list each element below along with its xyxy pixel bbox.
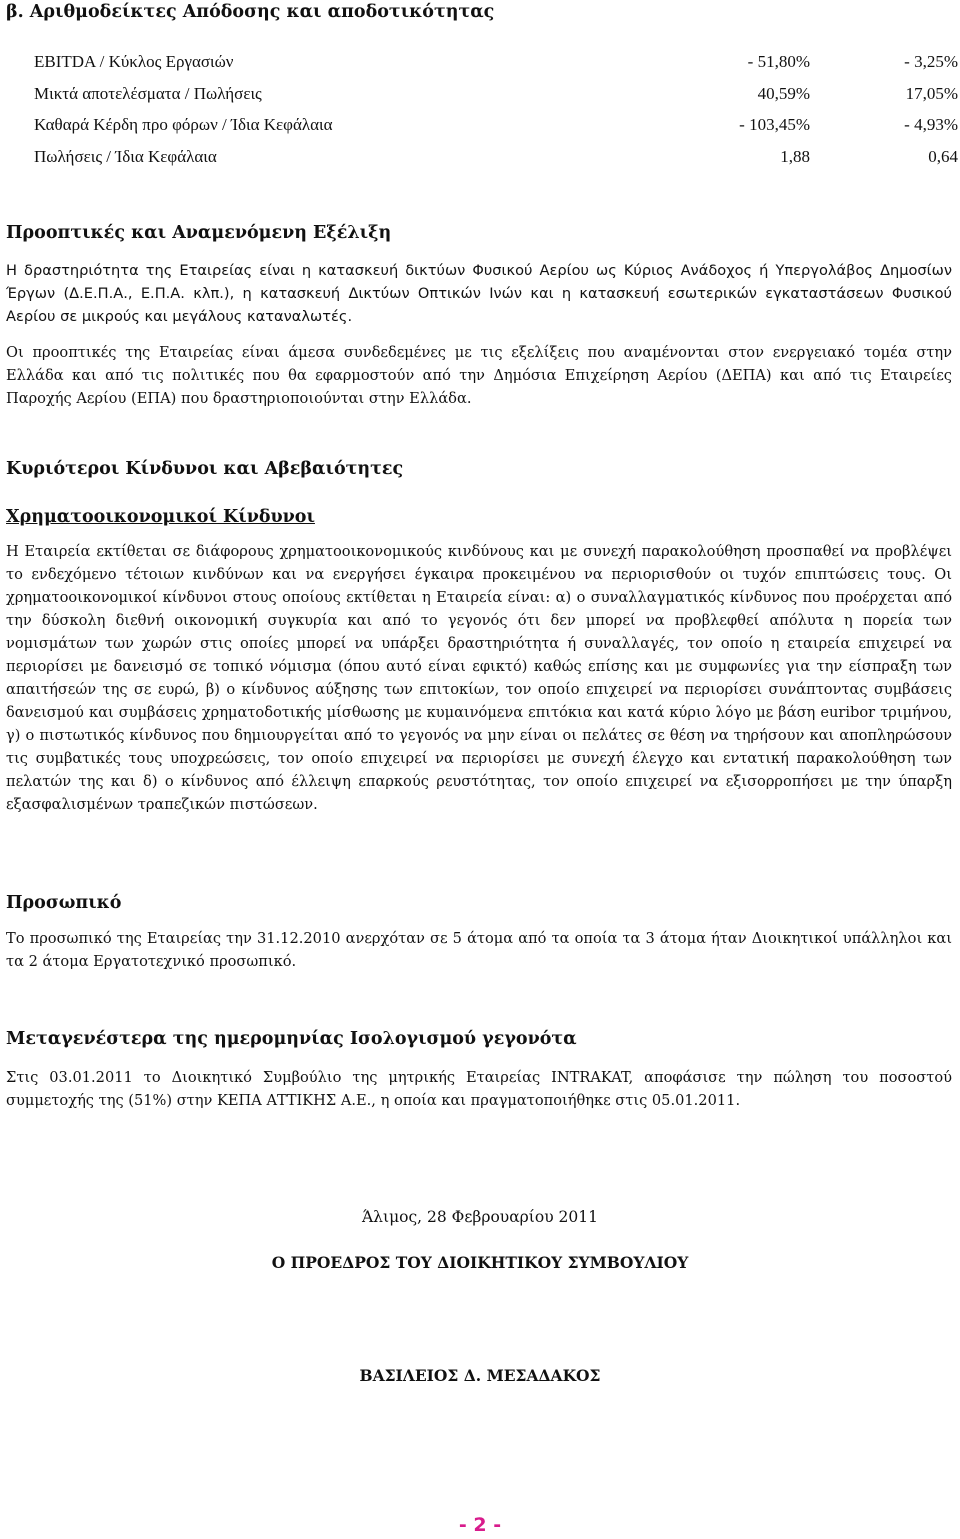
events-title: Μεταγενέστερα της ημερομηνίας Ισολογισμού γεγονότα — [6, 1029, 577, 1049]
ratios-title: β. Αριθμοδείκτες Απόδοσης και αποδοτικότητας — [6, 2, 495, 22]
staff-title: Προσωπικό — [6, 893, 122, 913]
ratio-value-previous: 17,05% — [905, 84, 958, 103]
signatory-name: ΒΑΣΙΛΕΙΟΣ Δ. ΜΕΣΑΔΑΚΟΣ — [359, 1366, 601, 1385]
ratio-value-current: 1,88 — [780, 147, 810, 166]
events-paragraph: Στις 03.01.2011 το Διοικητικό Συμβούλιο της μητρικής Εταιρείας INTRAKAT, αποφάσισε την πώληση του ποσοστού συμμετοχής της (51%) στην ΚΕΠΑ ΑΤΤΙΚΗΣ Α.Ε., η οποία και πραγματοποιήθηκε στις 05.01.2011. — [6, 1069, 952, 1109]
ratio-label: Πωλήσεις / Ίδια Κεφάλαια — [34, 147, 217, 166]
ratio-row — [34, 84, 958, 106]
place-date: Άλιμος, 28 Φεβρουαρίου 2011 — [361, 1208, 599, 1226]
ratio-label: EBITDA / Κύκλος Εργασιών — [34, 52, 234, 71]
outlook-paragraph: Οι προοπτικές της Εταιρείας είναι άμεσα συνδεδεμένες με τις εξελίξεις που αναμένονται στον ενεργειακό τομέα στην Ελλάδα και από τις πολιτικές που θα εφαρμοστούν από την Δημόσια Επιχείρηση Αερίου (ΔΕΠΑ) και από τις Εταιρείες Παροχής Αερίου (ΕΠΑ) που δραστηριοποιούνται στην Ελλάδα. — [6, 344, 952, 407]
ratio-value-previous: - 4,93% — [904, 115, 958, 134]
ratio-row — [34, 115, 958, 137]
ratio-row — [34, 52, 958, 74]
financial-risks-subtitle: Χρηματοοικονομικοί Κίνδυνοι — [6, 507, 315, 527]
risks-paragraph: Η Εταιρεία εκτίθεται σε διάφορους χρηματοοικονομικούς κινδύνους και με συνεχή παρακολούθηση προσπαθεί να προβλέψει το ενδεχόμενο τέτοιων κινδύνων και να ενεργήσει έγκαιρα προκειμένου να περιορισθούν οι τυχόν επιπτώσεις τους. Οι χρηματοοικονομικοί κίνδυνοι στους οποίους εκτίθεται η Εταιρεία είναι: α) ο συναλλαγματικός κίνδυνος που προέρχεται από την δύσκολη διεθνή οικονομική συγκυρία και από το γεγονός ότι δεν μπορεί να προβλεφθεί απόλυτα η πορεία των νομισμάτων των χωρών στις οποίες μπορεί να υπάρξει δραστηριότητα ή συναλλαγές, τον οποίο η εταιρεία επιχειρεί να περιορίσει με δανεισμό σε τοπικό νόμισμα (όπου αυτό είναι εφικτό) καθώς επίσης και με συμφωνίες για την είσπραξη των απαιτήσεών της σε ευρώ, β) ο κίνδυνος αύξησης των επιτοκίων, τον οποίο επιχειρεί να περιορίσει συνάπτοντας συμβάσεις δανεισμού και συμβάσεις χρηματοδοτικής μίσθωσης με κυμαινόμενα επιτόκια και κατά κύριο λόγο με βάση euribor τριμήνου, γ) ο πιστωτικός κίνδυνος που δημιουργείται από το γεγονός να μην είναι οι πελάτες σε θέση να τηρήσουν και αποπληρώσουν τις συμβατικές τους υποχρεώσεις, τον οποίο επιχειρεί να περιορίσει με συνεχή έλεγχο και εντατική παρακολούθηση των πελατών της και δ) ο κίνδυνος από έλλειψη επαρκούς ρευστότητας, τον οποίο επιχειρεί να εξισορροπήσει με την ύπαρξη εξασφαλισμένων τραπεζικών πιστώσεων. — [6, 543, 952, 813]
ratio-label: Μικτά αποτελέσματα / Πωλήσεις — [34, 84, 262, 103]
ratio-value-current: 40,59% — [757, 84, 810, 103]
ratio-value-current: - 51,80% — [747, 52, 810, 71]
ratio-value-current: - 103,45% — [739, 115, 810, 134]
outlook-paragraph: Η δραστηριότητα της Εταιρείας είναι η κατασκευή δικτύων Φυσικού Αερίου ως Κύριος Ανάδοχος ή Υπεργολάβος Δημοσίων Έργων (Δ.Ε.Π.Α., Ε.Π.Α. κλπ.), η κατασκευή Δικτύων Οπτικών Ινών και η κατασκευή εσωτερικών εγκαταστάσεων Φυσικού Αερίου σε μικρούς και μεγάλους καταναλωτές. — [6, 262, 952, 325]
outlook-title: Προοπτικές και Αναμενόμενη Εξέλιξη — [6, 223, 392, 243]
ratio-value-previous: 0,64 — [928, 147, 958, 166]
signatory-role: Ο ΠΡΟΕΔΡΟΣ ΤΟΥ ΔΙΟΙΚΗΤΙΚΟΥ ΣΥΜΒΟΥΛΙΟΥ — [271, 1253, 689, 1272]
page-number: - 2 - — [458, 1514, 502, 1536]
staff-paragraph: Το προσωπικό της Εταιρείας την 31.12.2010 ανερχόταν σε 5 άτομα από τα οποία τα 3 άτομα ήταν Διοικητικοί υπάλληλοι και τα 2 άτομα Εργατοτεχνικό προσωπικό. — [6, 930, 952, 970]
ratio-row — [34, 147, 958, 169]
risks-title: Κυριότεροι Κίνδυνοι και Αβεβαιότητες — [6, 459, 404, 479]
ratio-label: Καθαρά Κέρδη προ φόρων / Ίδια Κεφάλαια — [34, 115, 333, 134]
ratio-value-previous: - 3,25% — [904, 52, 958, 71]
